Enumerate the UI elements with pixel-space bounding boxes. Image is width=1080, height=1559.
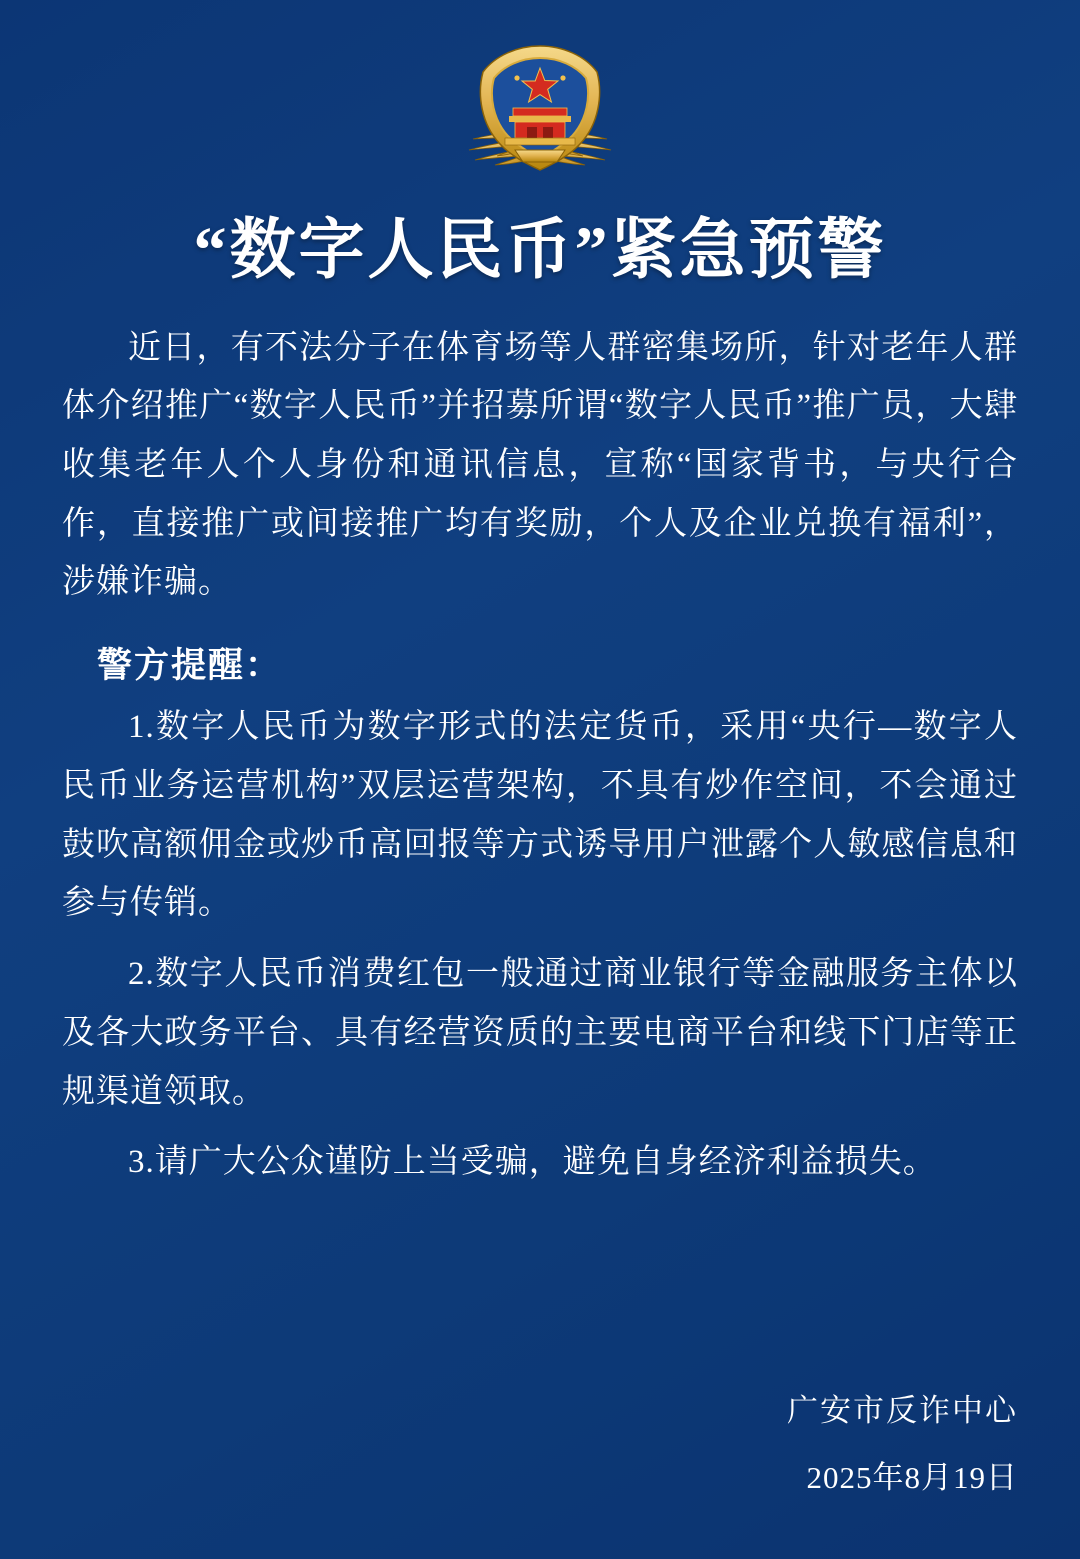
signature-organization: 广安市反诈中心 [787,1393,1018,1428]
page-title: “数字人民币”紧急预警 [193,214,887,287]
signature-block [787,1385,1018,1497]
list-item: 3.请广大公众谨防上当受骗，避免自身经济利益损失。 [128,1144,937,1181]
list-item: 2.数字人民币消费红包一般通过商业银行等金融服务主体以及各大政务平台、具有经营资质的主要电商平台和线下门店等正规渠道领取。 [62,956,1018,1110]
signature-date: 2025年8月19日 [806,1460,1018,1495]
emblem-container [62,0,1018,194]
list-item: 1.数字人民币为数字形式的法定货币，采用“央行—数字人民币业务运营机构”双层运营架构，不具有炒作空间，不会通过鼓吹高额佣金或炒币高回报等方式诱导用户泄露个人敏感信息和参与传销。 [62,709,1018,922]
section-heading-police-reminder: 警方提醒： [97,646,283,686]
police-emblem-icon [445,38,635,188]
intro-paragraph: 近日，有不法分子在体育场等人群密集场所，针对老年人群体介绍推广“数字人民币”并招募所谓“数字人民币”推广员，大肆收集老年人个人身份和通讯信息，宣称“国家背书，与央行合作，直接推广或间接推广均有奖励，个人及企业兑换有福利”，涉嫌诈骗。 [62,329,1018,601]
